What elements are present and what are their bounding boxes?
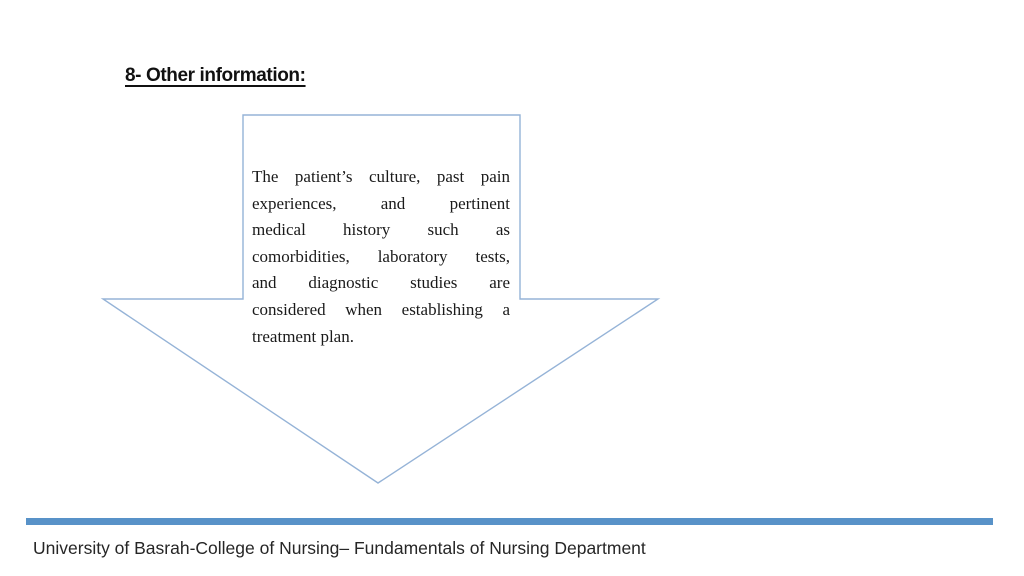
callout-text: [252, 164, 510, 350]
callout-line: comorbidities, laboratory tests,: [252, 246, 510, 266]
callout-line: experiences, and pertinent: [252, 193, 510, 213]
callout-line: considered when establishing a: [252, 299, 510, 319]
callout-line: medical history such as: [252, 220, 510, 240]
callout-line: treatment plan.: [252, 326, 354, 346]
footer-text: University of Basrah-College of Nursing– Fundamentals of Nursing Department: [33, 538, 646, 558]
callout-line: The patient’s culture, past pain: [252, 167, 510, 186]
callout-line: and diagnostic studies are: [252, 273, 510, 293]
page-title: 8- Other information:: [125, 65, 306, 86]
footer-bar-divider: [26, 518, 993, 525]
